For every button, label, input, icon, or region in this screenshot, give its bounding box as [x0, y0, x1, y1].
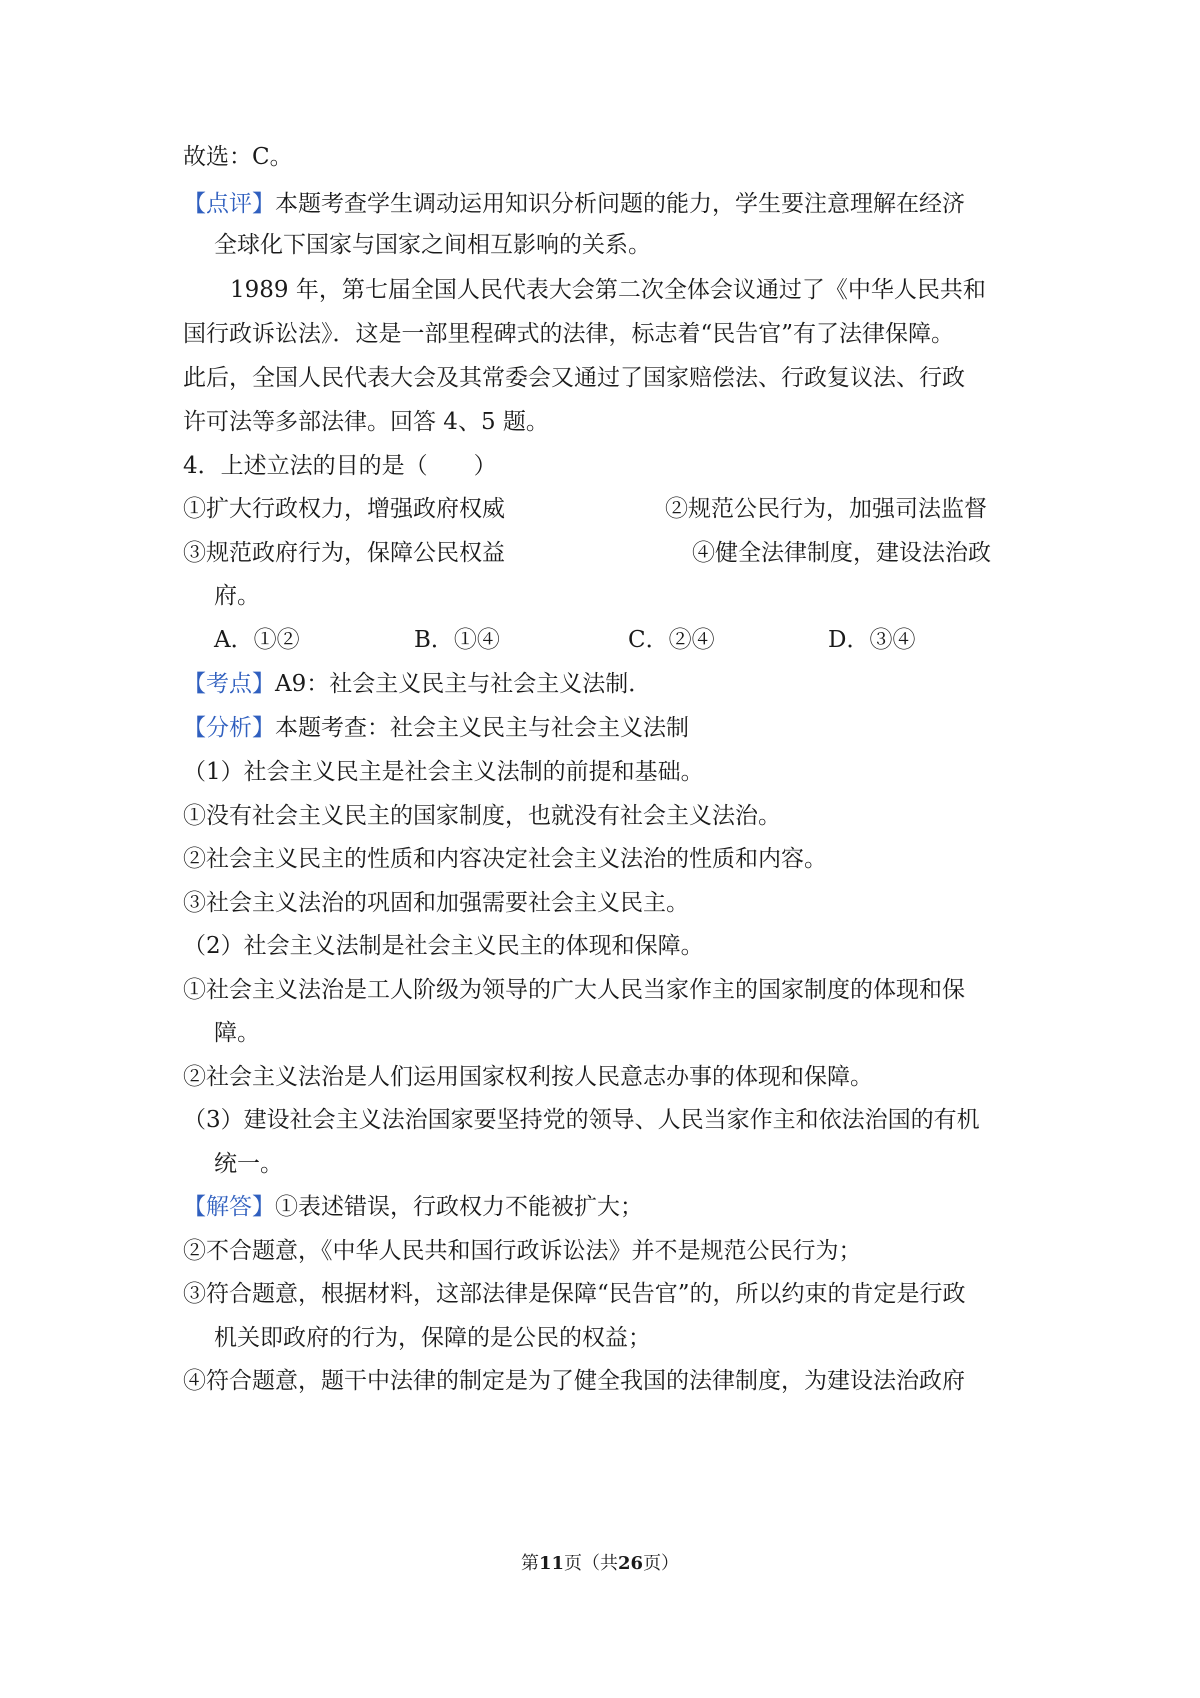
- solution-tag: 【解答】: [183, 1194, 275, 1220]
- knowledge-point-line: [183, 668, 1025, 700]
- analysis-tag: 【分析】: [183, 715, 275, 741]
- solution-point-2: ②不合题意，《中华人民共和国行政诉讼法》并不是规范公民行为；: [183, 1238, 862, 1264]
- analysis-point-2b: ②社会主义法治是人们运用国家权利按人民意志办事的体现和保障。: [183, 1064, 873, 1090]
- option-c: C．②④: [628, 627, 715, 653]
- solution-line: [183, 1191, 1025, 1223]
- solution-point-3-continuation: 机关即政府的行为，保障的是公民的权益；: [214, 1325, 651, 1351]
- material-line-3: 此后，全国人民代表大会及其常委会又通过了国家赔偿法、行政复议法、行政: [183, 365, 965, 391]
- statement-4-continuation: 府。: [214, 583, 260, 609]
- footer-total-pages: 26: [618, 1553, 644, 1574]
- analysis-point-2a-continuation: 障。: [214, 1020, 260, 1046]
- statement-4: ④健全法律制度，建设法治政: [692, 540, 991, 566]
- analysis-text: 本题考查：社会主义民主与社会主义法制: [275, 715, 689, 741]
- footer-mid: 页（共: [564, 1553, 618, 1574]
- analysis-point-3-continuation: 统一。: [214, 1151, 283, 1177]
- answer-choice-line: 故选：C。: [183, 144, 293, 170]
- option-d: D．③④: [828, 627, 916, 653]
- statement-3: ③规范政府行为，保障公民权益: [183, 540, 505, 566]
- analysis-point-1b: ②社会主义民主的性质和内容决定社会主义法治的性质和内容。: [183, 846, 827, 872]
- analysis-point-1c: ③社会主义法治的巩固和加强需要社会主义民主。: [183, 890, 689, 916]
- statement-1: ①扩大行政权力，增强政府权威: [183, 496, 505, 522]
- analysis-point-1a: ①没有社会主义民主的国家制度，也就没有社会主义法治。: [183, 803, 781, 829]
- option-b: B．①④: [414, 627, 500, 653]
- comment-text: 本题考查学生调动运用知识分析问题的能力，学生要注意理解在经济: [275, 191, 965, 217]
- footer-suffix: 页）: [643, 1553, 680, 1574]
- footer-page-number: 11: [538, 1553, 564, 1574]
- material-line-4: 许可法等多部法律。回答 4、5 题。: [183, 409, 549, 435]
- knowledge-point-tag: 【考点】: [183, 671, 275, 697]
- knowledge-point-text: A9：社会主义民主与社会主义法制．: [275, 671, 652, 697]
- comment-line: [183, 188, 1025, 220]
- material-line-1: 1989 年，第七届全国人民代表大会第二次全体会议通过了《中华人民共和: [230, 277, 986, 303]
- solution-point-4: ④符合题意，题干中法律的制定是为了健全我国的法律制度，为建设法治政府: [183, 1368, 965, 1394]
- footer-prefix: 第: [520, 1553, 539, 1574]
- analysis-point-3: （3）建设社会主义法治国家要坚持党的领导、人民当家作主和依法治国的有机: [183, 1107, 980, 1133]
- question-4-stem: 4．上述立法的目的是（ ）: [183, 453, 497, 479]
- option-a: A．①②: [214, 627, 300, 653]
- comment-tag: 【点评】: [183, 191, 275, 217]
- analysis-line: [183, 712, 1025, 744]
- analysis-point-1: （1）社会主义民主是社会主义法制的前提和基础。: [183, 759, 704, 785]
- page-footer: [0, 1552, 1200, 1576]
- comment-continuation: 全球化下国家与国家之间相互影响的关系。: [214, 232, 651, 258]
- solution-point-3: ③符合题意，根据材料，这部法律是保障“民告官”的，所以约束的肯定是行政: [183, 1281, 966, 1307]
- analysis-point-2: （2）社会主义法制是社会主义民主的体现和保障。: [183, 933, 704, 959]
- statement-2: ②规范公民行为，加强司法监督: [665, 496, 987, 522]
- material-line-2: 国行政诉讼法》．这是一部里程碑式的法律，标志着“民告官”有了法律保障。: [183, 321, 955, 347]
- solution-text: ①表述错误，行政权力不能被扩大；: [275, 1194, 643, 1220]
- analysis-point-2a: ①社会主义法治是工人阶级为领导的广大人民当家作主的国家制度的体现和保: [183, 977, 965, 1003]
